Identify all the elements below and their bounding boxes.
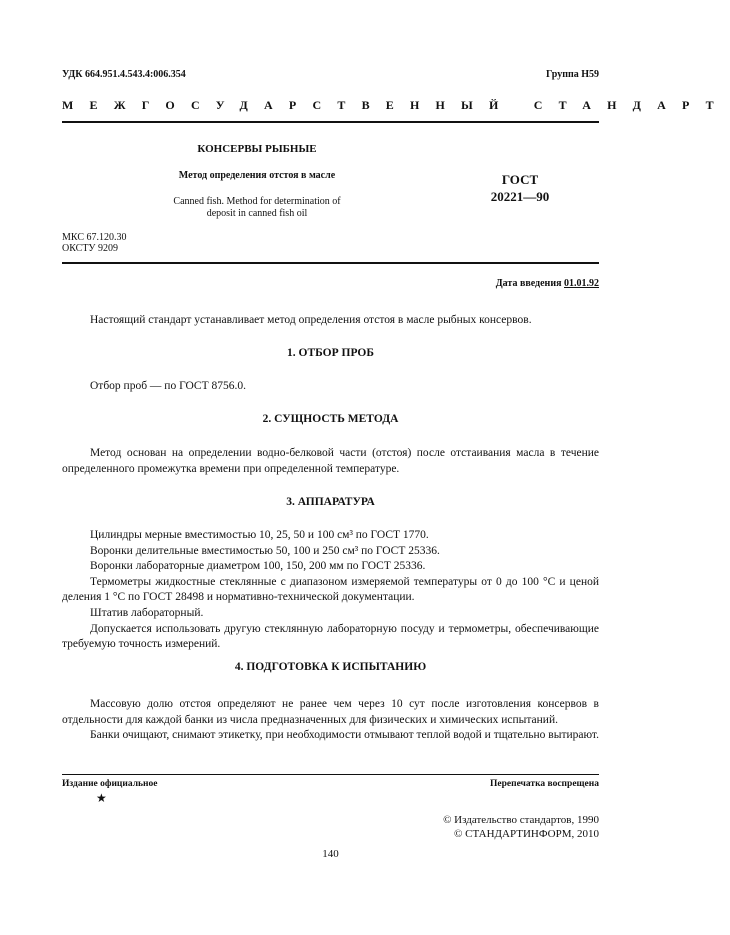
apparatus-cylinders: Цилиндры мерные вместимостью 10, 25, 50 и 100 см³ по ГОСТ 1770. xyxy=(90,529,429,541)
group-code: Группа Н59 xyxy=(546,69,599,80)
copyright-line-2: © СТАНДАРТИНФОРМ, 2010 xyxy=(454,828,599,840)
section-2-paragraph: Метод основан на определении водно-белковой части (отстоя) после отстаивания масла в течение определенного промежутка времени при определенной температуре. xyxy=(62,447,599,475)
star-icon: ★ xyxy=(96,791,107,805)
mks-code: МКС 67.120.30 xyxy=(62,232,127,243)
udk-code: УДК 664.951.4.543.4:006.354 xyxy=(62,69,186,80)
apparatus-stand: Штатив лабораторный. xyxy=(90,606,204,619)
header-rule xyxy=(62,121,599,123)
okstu-code: ОКСТУ 9209 xyxy=(62,243,119,254)
introduction-date-value: 01.01.92 xyxy=(564,278,599,289)
introduction-date xyxy=(496,278,599,289)
section-3-body xyxy=(62,528,599,653)
section-3-heading: 3. АППАРАТУРА xyxy=(286,496,375,508)
apparatus-alternatives: Допускается использовать другую стеклянную лабораторную посуду и термометры, обеспечивающие требуемую точность измерений. xyxy=(62,622,599,651)
intro-paragraph: Настоящий стандарт устанавливает метод определения отстоя в масле рыбных консервов. xyxy=(90,314,532,326)
section-1-heading: 1. ОТБОР ПРОБ xyxy=(287,347,374,359)
preparation-paragraph-2: Банки очищают, снимают этикетку, при необходимости отмывают теплой водой и тщательно вытирают. xyxy=(90,729,599,742)
footer-rule xyxy=(62,774,599,775)
english-title-line-1: Canned fish. Method for determination of xyxy=(173,196,341,207)
official-edition: Издание официальное xyxy=(62,779,158,789)
title-block-rule xyxy=(62,262,599,264)
gost-label: ГОСТ xyxy=(501,172,539,187)
document-title: КОНСЕРВЫ РЫБНЫЕ xyxy=(197,143,317,155)
apparatus-thermometers: Термометры жидкостные стеклянные с диапазоном измеряемой температуры от 0 до 100 °С и ценой деления 1 °С по ГОСТ 28498 и нормативно-технической документации. xyxy=(62,575,599,604)
section-4-body xyxy=(62,697,599,744)
document-subtitle: Метод определения отстоя в масле xyxy=(178,170,336,181)
reprint-prohibited: Перепечатка воспрещена xyxy=(489,779,599,789)
section-4-heading: 4. ПОДГОТОВКА К ИСПЫТАНИЮ xyxy=(234,661,427,673)
apparatus-separating-funnels: Воронки делительные вместимостью 50, 100 и 250 см³ по ГОСТ 25336. xyxy=(90,544,440,557)
section-1-paragraph: Отбор проб — по ГОСТ 8756.0. xyxy=(90,380,246,392)
interstate-standard-banner: МЕЖГОСУДАРСТВЕННЫЙ СТАНДАРТ xyxy=(62,98,730,112)
preparation-paragraph-1: Массовую долю отстоя определяют не ранее чем через 10 сут после изготовления консервов в отдельности для каждой банки из числа предназначенных для физических и химических испытаний. xyxy=(62,698,599,726)
copyright-line-1: © Издательство стандартов, 1990 xyxy=(443,814,599,826)
section-2-heading: 2. СУЩНОСТЬ МЕТОДА xyxy=(262,413,399,425)
introduction-date-label: Дата введения xyxy=(495,278,562,289)
apparatus-lab-funnels: Воронки лабораторные диаметром 100, 150, 200 мм по ГОСТ 25336. xyxy=(90,560,426,573)
page-number: 140 xyxy=(322,848,339,860)
gost-number: 20221—90 xyxy=(490,189,550,204)
english-title-line-2: deposit in canned fish oil xyxy=(206,208,308,219)
